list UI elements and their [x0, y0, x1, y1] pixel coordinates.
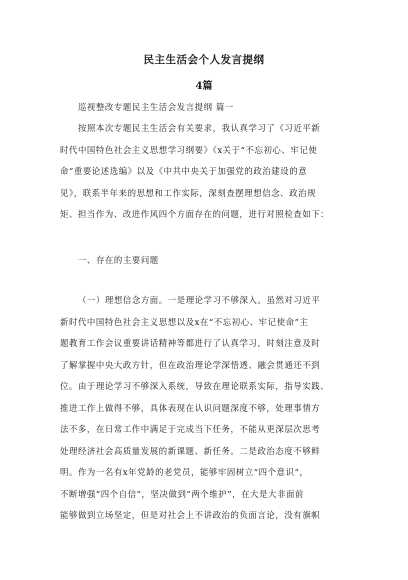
paragraph-line: 按照本次专题民主生活会有关要求，我认真学习了《习近平新	[78, 123, 321, 133]
section-heading: 一、存在的主要问题	[78, 255, 159, 265]
paragraph-line: 不断增强“四个自信”，坚决做到“两个维护”，在大是大非面前	[60, 488, 304, 499]
document-title: 民主生活会个人发言提纲	[143, 54, 265, 66]
intro-block	[60, 97, 364, 119]
paragraph-line: 法不多，在日常工作中满足于完成当下任务，不能从更深层次思考	[60, 424, 321, 434]
paragraph-line: 新时代中国特色社会主义思想以及x在“不忘初心、牢记使命”主	[60, 316, 309, 327]
paragraph-line: 题教育工作会议重要讲话精神等都进行了认真学习，时刻注意及时	[60, 338, 321, 348]
paragraph-line: 位。由于理论学习不够深入系统，导致在理论联系实际，指导实践、	[60, 381, 330, 391]
paragraph-line: 了解掌握中央大政方针，但在政治理论学深悟透、融会贯通还不到	[60, 359, 321, 370]
paragraph-line: 能够做到立场坚定，但是对社会上不讲政治的负面言论，没有旗帜	[60, 510, 321, 520]
intro-line: 巡视整改专题民主生活会发言提纲 篇一	[78, 102, 234, 112]
paragraph-line: 矩、担当作为、改进作风四个方面存在的问题，进行对照检查如下：	[60, 209, 330, 219]
paragraph-line: 处理经济社会高质量发展的新课题、新任务。二是政治态度不够鲜	[60, 445, 321, 456]
section-heading-block	[60, 250, 364, 272]
paragraph-2	[60, 290, 364, 527]
paragraph-line: （一）理想信念方面。一是理论学习不够深入。虽然对习近平	[78, 295, 321, 305]
paragraph-line: 命”重要论述选编》以及《中共中央关于加强党的政治建设的意	[60, 166, 308, 176]
paragraph-line: 推进工作上做得不够，具体表现在认识问题深度不够，处理事情方	[60, 402, 321, 413]
paragraph-line: 见》，联系半年来的思想和工作实际，深刻查摆理想信念、政治规	[60, 187, 317, 198]
paragraph-1	[60, 118, 364, 226]
paragraph-line: 明。作为一名有x年党龄的老党员，能够牢固树立“四个意识”，	[60, 467, 309, 477]
paragraph-line: 时代中国特色社会主义思想学习纲要》《x关于“不忘初心、牢记使	[60, 144, 318, 155]
document-subtitle: 4篇	[195, 81, 213, 92]
